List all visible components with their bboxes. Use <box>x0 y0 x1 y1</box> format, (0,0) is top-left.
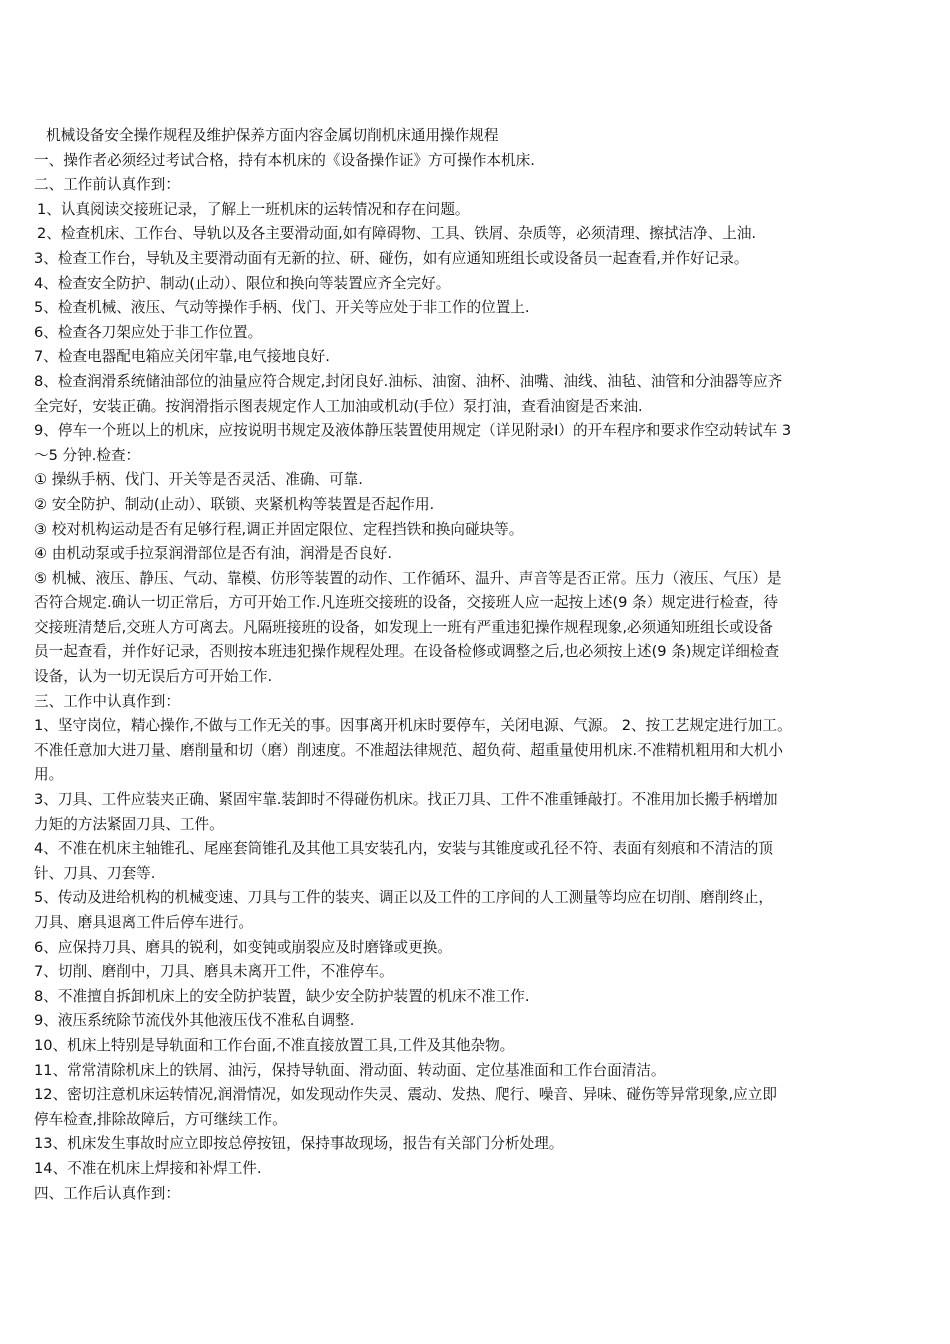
paragraph-line: 3、刀具、工件应装夹正确、紧固牢靠.装卸时不得碰伤机床。找正刀具、工件不准重锤敲打。不准用加长搬手柄增加 <box>34 791 778 809</box>
paragraph-line: ⑤ 机械、液压、静压、气动、靠模、仿形等装置的动作、工作循环、温升、声音等是否正常。压力（液压、气压）是 <box>34 569 782 587</box>
paragraph-line: ③ 校对机构运动是否有足够行程,调正并固定限位、定程挡铁和换向碰块等。 <box>34 520 524 538</box>
section-heading: 四、工作后认真作到： <box>34 1184 180 1202</box>
paragraph-line: 5、检查机械、液压、气动等操作手柄、伐门、开关等应处于非工作的位置上. <box>34 299 530 317</box>
paragraph-line: 全完好，安装正确。按润滑指示图表规定作人工加油或机动(手位）泵打油，查看油窗是否来油. <box>34 397 643 415</box>
paragraph-line: 5、传动及进给机构的机械变速、刀具与工件的装夹、调正以及工件的工序间的人工测量等均应在切削、磨削终止， <box>34 889 773 907</box>
paragraph-line: 6、检查各刀架应处于非工作位置。 <box>34 323 263 341</box>
paragraph-line: 用。 <box>34 766 64 784</box>
paragraph-line: 员一起查看，并作好记录，否则按本班违犯操作规程处理。在设备检修或调整之后,也必须按上述(9 条)规定详细检查 <box>34 643 780 661</box>
paragraph-line: 8、检查润滑系统储油部位的油量应符合规定,封闭良好.油标、油窗、油杯、油嘴、油线、油毡、油管和分油器等应齐 <box>34 372 783 390</box>
paragraph-line: 7、切削、磨削中，刀具、磨具未离开工件，不准停车。 <box>34 963 394 981</box>
paragraph-line: 不准任意加大进刀量、磨削量和切（磨）削速度。不准超法律规范、超负荷、超重量使用机床.不准精机粗用和大机小 <box>34 741 783 759</box>
paragraph-line: 刀具、磨具退离工件后停车进行。 <box>34 914 253 931</box>
paragraph-line: 9、液压系统除节流伐外其他液压伐不准私自调整. <box>34 1012 355 1030</box>
section-heading: 二、工作前认真作到： <box>34 176 180 194</box>
paragraph-line: 9、停车一个班以上的机床，应按说明书规定及液体静压装置使用规定（详见附录Ⅰ）的开车程序和要求作空动转试车 3 <box>34 422 792 440</box>
paragraph-line: 12、密切注意机床运转情况,润滑情况，如发现动作失灵、震动、发热、爬行、噪音、异味、碰伤等异常现象,应立即 <box>34 1086 777 1104</box>
section-heading: 三、工作中认真作到： <box>34 692 180 710</box>
paragraph-line: 针、刀具、刀套等. <box>34 864 156 882</box>
paragraph-line: 11、常常清除机床上的铁屑、油污，保持导轨面、滑动面、转动面、定位基准面和工作台面清洁。 <box>34 1061 666 1079</box>
document-body <box>34 124 918 1206</box>
paragraph-line: 交接班清楚后,交班人方可离去。凡隔班接班的设备，如发现上一班有严重违犯操作规程现象,必须通知班组长或设备 <box>34 618 773 636</box>
paragraph-line: 8、不准擅自拆卸机床上的安全防护装置，缺少安全防护装置的机床不准工作. <box>34 987 530 1005</box>
paragraph-line: ① 操纵手柄、伐门、开关等是否灵活、准确、可靠. <box>34 471 363 489</box>
paragraph-line: 力矩的方法紧固刀具、工件。 <box>34 815 224 833</box>
paragraph-line: 3、检查工作台，导轨及主要滑动面有无新的拉、研、碰伤，如有应通知班组长或设备员一起查看,并作好记录。 <box>34 249 749 267</box>
paragraph-line: 6、应保持刀具、磨具的锐利，如变钝或崩裂应及时磨锋或更换。 <box>34 938 452 956</box>
paragraph-line: 1、认真阅读交接班记录，了解上一班机床的运转情况和存在问题。 <box>37 200 470 218</box>
paragraph-line: 否符合规定.确认一切正常后，方可开始工作.凡连班交接班的设备，交接班人应一起按上述(9 条）规定进行检查，待 <box>34 594 778 612</box>
paragraph-line: 4、不准在机床主轴锥孔、尾座套筒锥孔及其他工具安装孔内，安装与其锥度或孔径不符、表面有刻痕和不清洁的顶 <box>34 840 773 858</box>
paragraph-line: 4、检查安全防护、制动(止动）、限位和换向等装置应齐全完好。 <box>34 274 451 292</box>
paragraph-line: 7、检查电器配电箱应关闭牢靠,电气接地良好. <box>34 348 330 366</box>
document-title: 机械设备安全操作规程及维护保养方面内容金属切削机床通用操作规程 <box>46 127 499 144</box>
paragraph-line: 一、操作者必须经过考试合格，持有本机床的《设备操作证》方可操作本机床. <box>34 151 535 169</box>
paragraph-line: ～5 分钟.检查： <box>34 446 141 464</box>
paragraph-line: 设备，认为一切无误后方可开始工作. <box>34 668 273 686</box>
paragraph-line: 2、检查机床、工作台、导轨以及各主要滑动面,如有障碍物、工具、铁屑、杂质等，必须清理、擦拭洁净、上油. <box>37 225 757 243</box>
paragraph-line: ④ 由机动泵或手拉泵润滑部位是否有油，润滑是否良好. <box>34 545 393 563</box>
paragraph-line: 1、坚守岗位，精心操作,不做与工作无关的事。因事离开机床时要停车，关闭电源、气源。 2、按工艺规定进行加工。 <box>34 717 792 735</box>
paragraph-line: 10、机床上特别是导轨面和工作台面,不准直接放置工具,工件及其他杂物。 <box>34 1036 515 1054</box>
paragraph-line: 13、机床发生事故时应立即按总停按钮，保持事故现场，报告有关部门分析处理。 <box>34 1135 564 1153</box>
paragraph-line: 停车检查,排除故障后，方可继续工作。 <box>34 1110 287 1128</box>
paragraph-line: 14、不准在机床上焊接和补焊工件. <box>34 1159 262 1177</box>
paragraph-line: ② 安全防护、制动(止动）、联锁、夹紧机构等装置是否起作用. <box>34 495 435 513</box>
